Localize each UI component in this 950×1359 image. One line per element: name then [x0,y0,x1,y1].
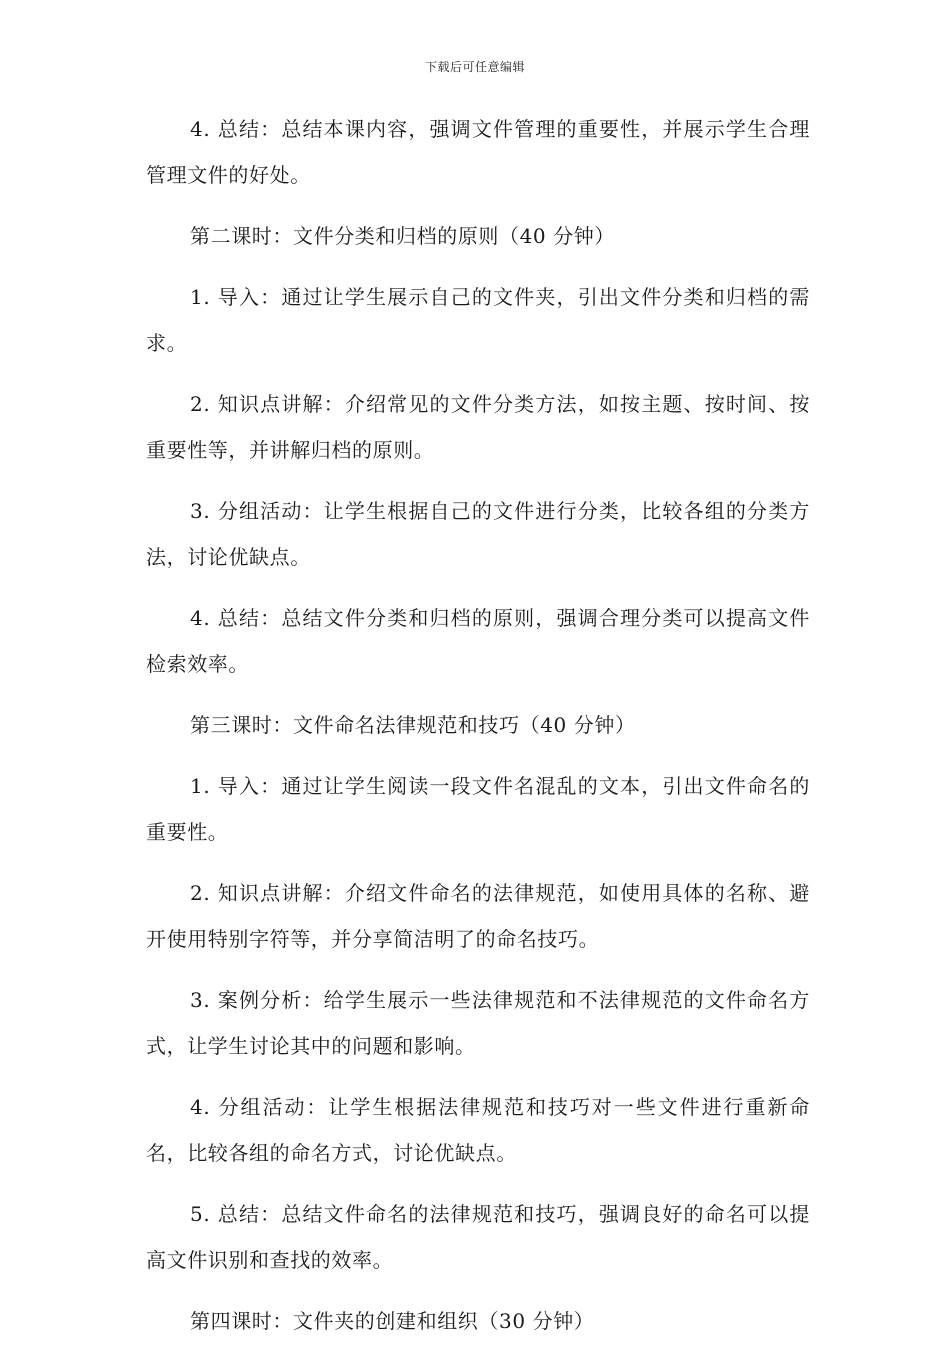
paragraph-2-intro: 1. 导入：通过让学生展示自己的文件夹，引出文件分类和归档的需求。 [146,285,810,355]
document-body [146,106,810,1359]
paragraph-3-knowledge: 2. 知识点讲解：介绍文件命名的法律规范，如使用具体的名称、避开使用特别字符等，并分享简洁明了的命名技巧。 [146,881,810,951]
paragraph-3-group-activity: 4. 分组活动：让学生根据法律规范和技巧对一些文件进行重新命名，比较各组的命名方式，讨论优缺点。 [146,1095,810,1165]
paragraph-2-summary: 4. 总结：总结文件分类和归档的原则，强调合理分类可以提高文件检索效率。 [146,606,810,676]
paragraph-2-knowledge: 2. 知识点讲解：介绍常见的文件分类方法，如按主题、按时间、按重要性等，并讲解归档的原则。 [146,392,810,462]
lesson-3-heading: 第三课时：文件命名法律规范和技巧（40 分钟） [190,713,636,737]
page-header: 下载后可任意编辑 [424,60,525,74]
lesson-4-heading: 第四课时：文件夹的创建和组织（30 分钟） [190,1309,595,1333]
lesson-2-heading: 第二课时：文件分类和归档的原则（40 分钟） [190,224,616,248]
paragraph-2-group-activity: 3. 分组活动：让学生根据自己的文件进行分类，比较各组的分类方法，讨论优缺点。 [146,499,810,569]
paragraph-3-case-analysis: 3. 案例分析：给学生展示一些法律规范和不法律规范的文件命名方式，让学生讨论其中的问题和影响。 [146,988,810,1058]
paragraph-3-summary: 5. 总结：总结文件命名的法律规范和技巧，强调良好的命名可以提高文件识别和查找的效率。 [146,1202,810,1272]
paragraph-summary-1: 4. 总结：总结本课内容，强调文件管理的重要性，并展示学生合理管理文件的好处。 [146,117,810,187]
paragraph-3-intro: 1. 导入：通过让学生阅读一段文件名混乱的文本，引出文件命名的重要性。 [146,774,810,844]
